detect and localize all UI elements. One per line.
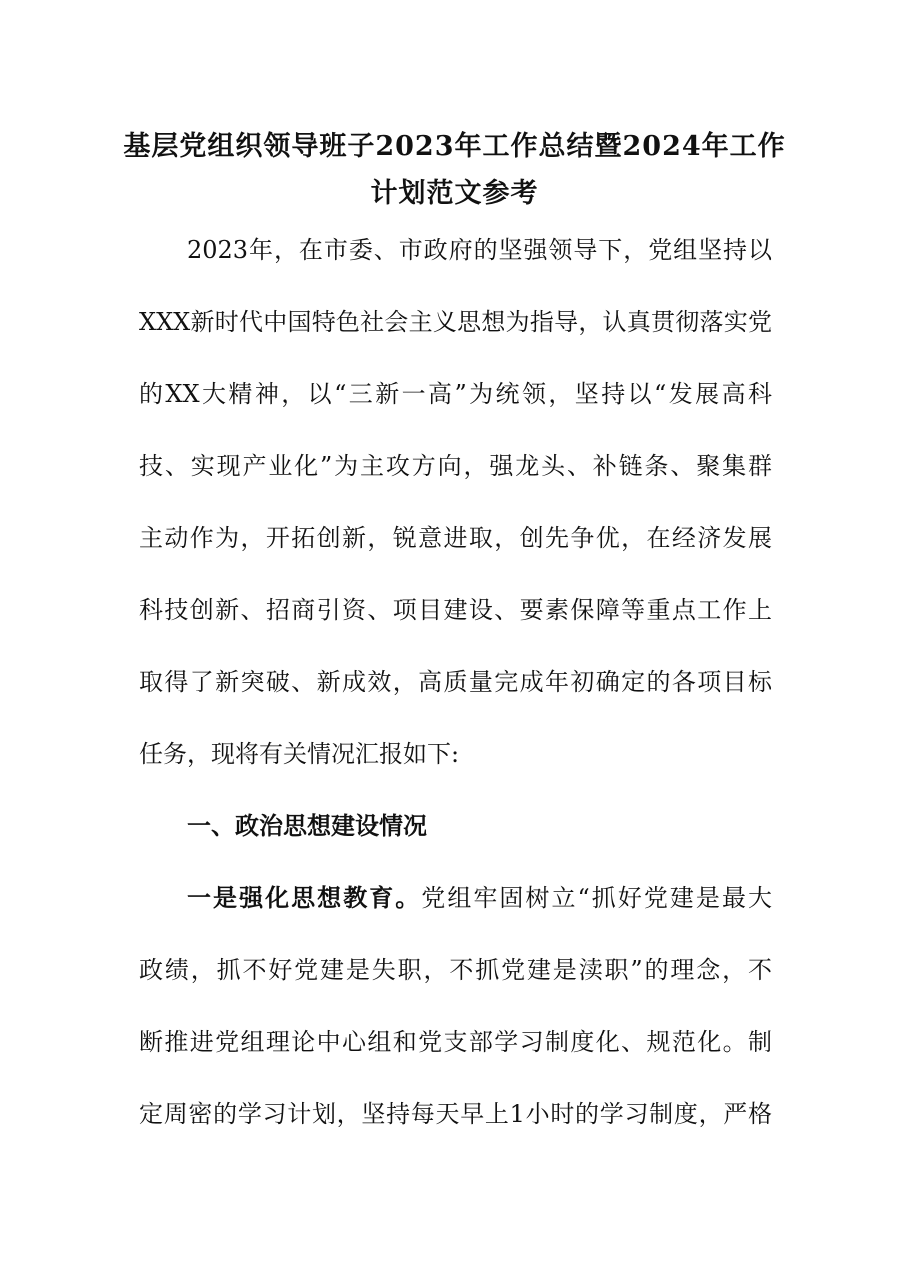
intro-paragraph-line: 科技创新、招商引资、项目建设、要素保障等重点工作上: [139, 596, 772, 624]
intro-paragraph-line: 任务，现将有关情况汇报如下:: [139, 740, 460, 768]
paragraph-line: 定周密的学习计划，坚持每天早上1小时的学习制度，严格: [139, 1100, 772, 1128]
paragraph-line: 断推进党组理论中心组和党支部学习制度化、规范化。制: [139, 1028, 772, 1056]
intro-paragraph-line: 取得了新突破、新成效，高质量完成年初确定的各项目标: [139, 668, 772, 696]
intro-paragraph-line: 主动作为，开拓创新，锐意进取，创先争优，在经济发展: [139, 524, 772, 552]
section-heading: 一、政治思想建设情况: [187, 811, 427, 840]
paragraph-line-text: 党组牢固树立“抓好党建是最大: [421, 884, 772, 912]
intro-paragraph-line: 技、实现产业化”为主攻方向，强龙头、补链条、聚集群: [139, 452, 772, 480]
intro-paragraph-line: 的XX大精神，以“三新一高”为统领，坚持以“发展高科: [139, 380, 772, 408]
intro-paragraph-line: XXX新时代中国特色社会主义思想为指导，认真贯彻落实党: [139, 308, 772, 336]
intro-paragraph-line: 2023年，在市委、市政府的坚强领导下，党组坚持以: [187, 236, 772, 264]
paragraph-lead-phrase: 一是强化思想教育。: [187, 883, 422, 912]
paragraph-line: 政绩，抓不好党建是失职，不抓党建是渎职”的理念，不: [139, 956, 772, 984]
paragraph-line: [187, 883, 772, 913]
document-title-line-1: 基层党组织领导班子2023年工作总结暨2024年工作: [123, 131, 786, 162]
document-title-line-2: 计划范文参考: [370, 178, 539, 209]
